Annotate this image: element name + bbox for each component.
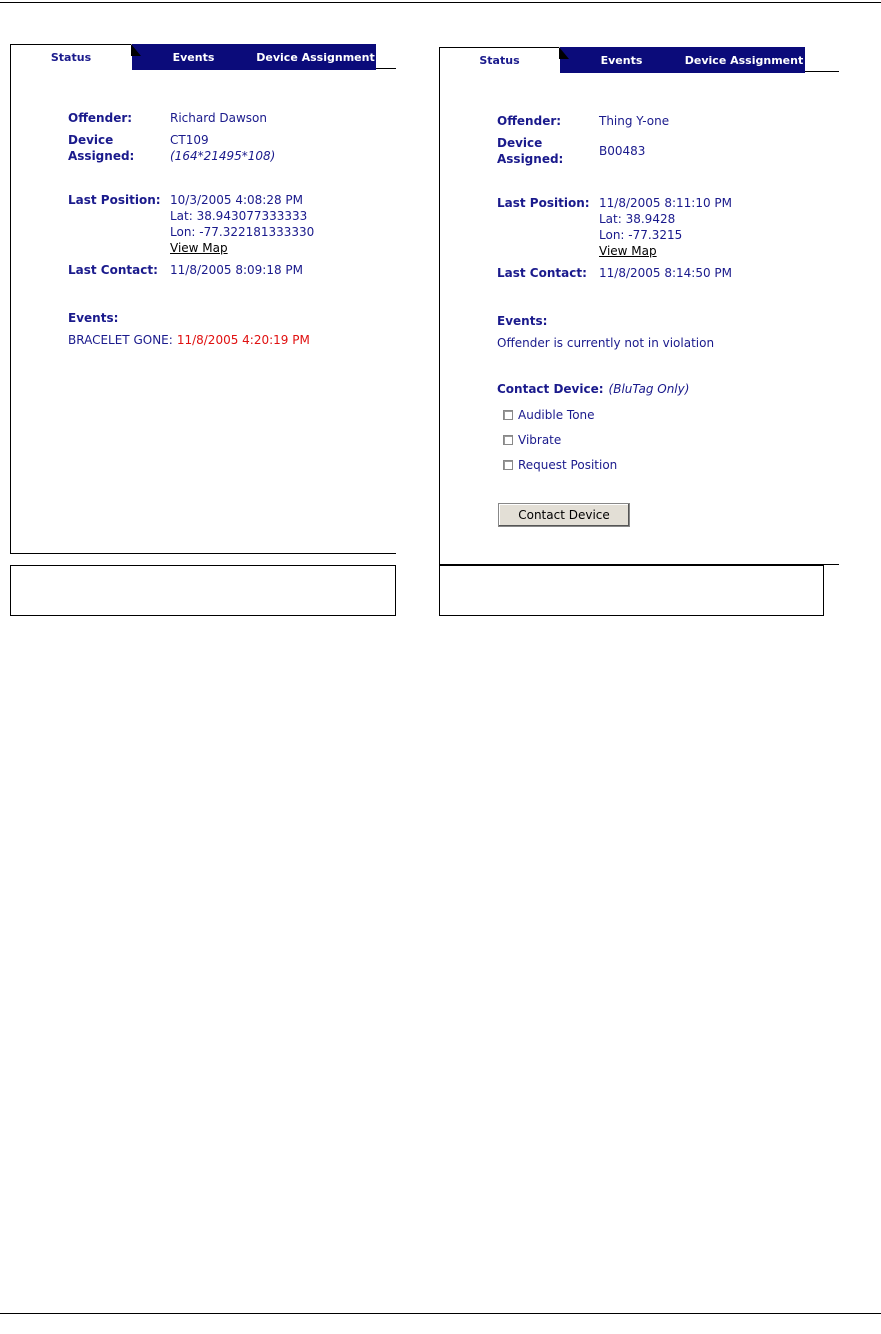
- right-caption-box: [439, 565, 824, 616]
- latitude: Lat: 38.9428: [599, 212, 676, 226]
- device-label-line2: Assigned:: [68, 149, 135, 163]
- last-contact-label: Last Contact:: [68, 263, 158, 277]
- events-label: Events:: [68, 311, 119, 325]
- event-name: BRACELET GONE:: [68, 333, 173, 347]
- events-label: Events:: [497, 314, 548, 328]
- tab-status[interactable]: [10, 44, 131, 69]
- tab-status-label: Status: [479, 53, 520, 67]
- device-id: CT109: [170, 133, 209, 147]
- offender-value: Thing Y-one: [599, 114, 670, 128]
- view-map-link[interactable]: View Map: [170, 241, 228, 255]
- last-contact-value: 11/8/2005 8:09:18 PM: [170, 263, 304, 277]
- request-position-checkbox-row[interactable]: [503, 457, 617, 473]
- request-position-checkbox[interactable]: [503, 460, 513, 470]
- left-caption-box: [10, 565, 396, 616]
- offender-value: Richard Dawson: [170, 111, 267, 125]
- last-position-label: Last Position:: [497, 196, 590, 210]
- panel-body: [439, 71, 839, 565]
- request-position-label: Request Position: [518, 458, 618, 472]
- contact-device-note: (BluTag Only): [608, 382, 690, 396]
- offender-label: Offender:: [497, 114, 562, 128]
- events-message: Offender is currently not in violation: [497, 336, 715, 350]
- vibrate-label: Vibrate: [518, 433, 562, 447]
- device-label-line1: Device: [68, 133, 114, 147]
- latitude: Lat: 38.943077333333: [170, 209, 308, 223]
- panel-body: [10, 68, 396, 554]
- contact-device-button[interactable]: Contact Device: [498, 503, 630, 527]
- last-position-label: Last Position:: [68, 193, 161, 207]
- tab-device-assignment-label: Device Assignment: [684, 53, 804, 67]
- vibrate-checkbox[interactable]: [503, 435, 513, 445]
- view-map-link[interactable]: View Map: [599, 244, 657, 258]
- tab-status-label: Status: [50, 50, 92, 64]
- last-contact-value: 11/8/2005 8:14:50 PM: [599, 266, 733, 280]
- device-label-line1: Device: [497, 136, 543, 150]
- device-label-line2: Assigned:: [497, 152, 564, 166]
- page-bottom-rule: [0, 1313, 881, 1314]
- offender-label: Offender:: [68, 111, 133, 125]
- contact-device-label: Contact Device:: [497, 382, 604, 396]
- last-contact-label: Last Contact:: [497, 266, 587, 280]
- tab-status[interactable]: [439, 47, 559, 72]
- tab-device-assignment-label: Device Assignment: [256, 50, 375, 64]
- audible-tone-checkbox-row[interactable]: [503, 407, 595, 423]
- longitude: Lon: -77.3215: [599, 228, 683, 242]
- audible-tone-checkbox[interactable]: [503, 410, 513, 420]
- device-id: B00483: [599, 144, 646, 158]
- page-top-rule: [0, 2, 881, 3]
- left-status-panel: [10, 44, 396, 554]
- tab-events[interactable]: [132, 44, 255, 70]
- tab-events[interactable]: [560, 47, 683, 73]
- tab-events-label: Events: [172, 50, 215, 64]
- tab-device-assignment[interactable]: [683, 47, 805, 73]
- tab-device-assignment[interactable]: [255, 44, 376, 70]
- audible-tone-label: Audible Tone: [518, 408, 595, 422]
- last-position-time: 11/8/2005 8:11:10 PM: [599, 196, 733, 210]
- tab-events-label: Events: [600, 53, 643, 67]
- event-time: 11/8/2005 4:20:19 PM: [176, 333, 310, 347]
- right-status-panel: [439, 47, 839, 565]
- longitude: Lon: -77.322181333330: [170, 225, 315, 239]
- last-position-time: 10/3/2005 4:08:28 PM: [170, 193, 304, 207]
- vibrate-checkbox-row[interactable]: [503, 432, 561, 448]
- device-code: (164*21495*108): [170, 149, 276, 163]
